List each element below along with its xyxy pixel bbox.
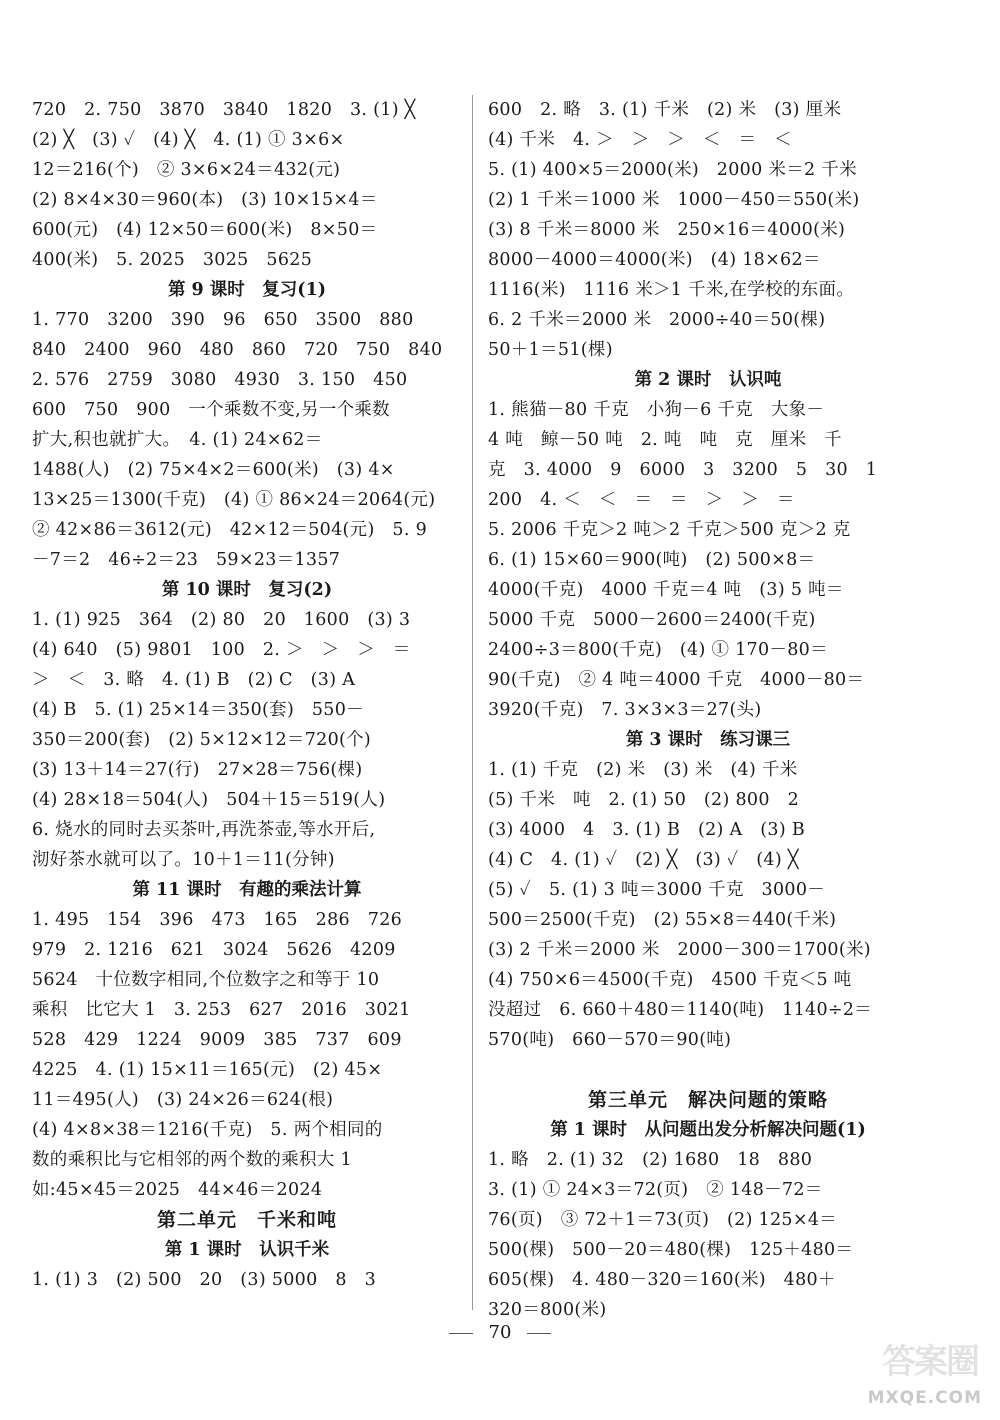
answer-line: 8000－4000＝4000(米) (4) 18×62＝ — [488, 250, 821, 270]
answer-line: 2. 576 2759 3080 4930 3. 150 450 — [32, 370, 408, 390]
answer-line: 3920(千克) 7. 3×3×3＝27(头) — [488, 700, 762, 720]
answer-line: (5) ✓ 5. (1) 3 吨＝3000 千克 3000－ — [488, 880, 826, 900]
answer-line: 6. 2 千米＝2000 米 2000÷40＝50(棵) — [488, 310, 826, 330]
answer-line: 如:45×45＝2025 44×46＝2024 — [32, 1180, 323, 1200]
lesson-heading: 第 3 课时 练习课三 — [625, 730, 791, 750]
footer-dash-right — [527, 1333, 551, 1334]
answer-line: 528 429 1224 9009 385 737 609 — [32, 1030, 402, 1050]
answer-line: 500＝2500(千克) (2) 55×8＝440(千米) — [488, 910, 837, 930]
answer-line: 数的乘积比与它相邻的两个数的乘积大 1 — [32, 1150, 352, 1170]
answer-line: ＞ ＜ 3. 略 4. (1) B (2) C (3) A — [32, 670, 356, 690]
answer-line: 1. 495 154 396 473 165 286 726 — [32, 910, 403, 930]
answer-line: 600 2. 略 3. (1) 千米 (2) 米 (3) 厘米 — [488, 100, 842, 120]
answer-line: 乘积 比它大 1 3. 253 627 2016 3021 — [32, 1000, 411, 1020]
answer-line: (2) 8×4×30＝960(本) (3) 10×15×4＝ — [32, 190, 378, 210]
answer-line: 720 2. 750 3870 3840 1820 3. (1) ╳ — [32, 100, 416, 120]
answer-line: 5. (1) 400×5＝2000(米) 2000 米＝2 千米 — [488, 160, 857, 180]
answer-line: 1. (1) 925 364 (2) 80 20 1600 (3) 3 — [32, 610, 411, 630]
answer-line: 1. 略 2. (1) 32 (2) 1680 18 880 — [488, 1150, 813, 1170]
answer-line: 570(吨) 660－570＝90(吨) — [488, 1030, 732, 1050]
answer-line: 5. 2006 千克＞2 吨＞2 千克＞500 克＞2 克 — [488, 520, 851, 540]
answer-line: 13×25＝1300(千克) (4) ① 86×24＝2064(元) — [32, 490, 436, 510]
lesson-heading: 第 1 课时 从问题出发分析解决问题(1) — [550, 1120, 866, 1140]
answer-line: 605(棵) 4. 480－320＝160(米) 480＋ — [488, 1270, 836, 1290]
watermark-logo — [856, 1330, 986, 1410]
left-column — [32, 95, 462, 1295]
answer-line: 840 2400 960 480 860 720 750 840 — [32, 340, 443, 360]
spacer — [488, 1055, 928, 1085]
lesson-heading: 第 1 课时 认识千米 — [164, 1240, 330, 1260]
answer-line: 350＝200(套) (2) 5×12×12＝720(个) — [32, 730, 372, 750]
answer-line: (5) 千米 吨 2. (1) 50 (2) 800 2 — [488, 790, 800, 810]
answer-line: 克 3. 4000 9 6000 3 3200 5 30 1 — [488, 460, 878, 480]
answer-line: (2) 1 千米＝1000 米 1000－450＝550(米) — [488, 190, 860, 210]
watermark-logo-text: 答案圈 — [882, 1342, 978, 1382]
answer-line: 沏好茶水就可以了。10＋1＝11(分钟) — [32, 850, 335, 870]
answer-line: 600 750 900 一个乘数不变,另一个乘数 — [32, 400, 390, 420]
answer-line: 没超过 6. 660＋480＝1140(吨) 1140÷2＝ — [488, 1000, 873, 1020]
answer-line: (3) 4000 4 3. (1) B (2) A (3) B — [488, 820, 805, 840]
lesson-heading: 第 11 课时 有趣的乘法计算 — [132, 880, 362, 900]
answer-line: ② 42×86＝3612(元) 42×12＝504(元) 5. 9 — [32, 520, 428, 540]
answer-line: 1. (1) 3 (2) 500 20 (3) 5000 8 3 — [32, 1270, 377, 1290]
answer-line: 90(千克) ② 4 吨＝4000 千克 4000－80＝ — [488, 670, 865, 690]
answer-line: 5000 千克 5000－2600＝2400(千克) — [488, 610, 816, 630]
answer-line: (3) 13＋14＝27(行) 27×28＝756(棵) — [32, 760, 363, 780]
answer-line: (4) 640 (5) 9801 100 2. ＞ ＞ ＞ ＝ — [32, 640, 411, 660]
answer-line: 5624 十位数字相同,个位数字之和等于 10 — [32, 970, 380, 990]
page-number: 70 — [488, 1322, 512, 1343]
answer-line: 320＝800(米) — [488, 1300, 607, 1320]
answer-line: 979 2. 1216 621 3024 5626 4209 — [32, 940, 396, 960]
answer-line: (3) 8 千米＝8000 米 250×16＝4000(米) — [488, 220, 846, 240]
answer-line: 4 吨 鲸－50 吨 2. 吨 吨 克 厘米 千 — [488, 430, 842, 450]
watermark-site-text: MXQE.COM — [867, 1388, 982, 1408]
unit-heading: 第三单元 解决问题的策略 — [587, 1089, 828, 1111]
answer-line: 1116(米) 1116 米＞1 千米,在学校的东面。 — [488, 280, 855, 300]
answer-line: 4225 4. (1) 15×11＝165(元) (2) 45× — [32, 1060, 383, 1080]
lesson-heading: 第 10 课时 复习(2) — [161, 580, 333, 600]
answer-line: (2) ╳ (3) ✓ (4) ╳ 4. (1) ① 3×6× — [32, 130, 345, 150]
answer-line: (4) 28×18＝504(人) 504＋15＝519(人) — [32, 790, 386, 810]
lesson-heading: 第 2 课时 认识吨 — [634, 370, 782, 390]
answer-line: 500(棵) 500－20＝480(棵) 125＋480＝ — [488, 1240, 854, 1260]
answer-line: (4) 千米 4. ＞ ＞ ＞ ＜ ＝ ＜ — [488, 130, 792, 150]
answer-line: 扩大,积也就扩大。 4. (1) 24×62＝ — [32, 430, 323, 450]
answer-line: 2400÷3＝800(千克) (4) ① 170－80＝ — [488, 640, 828, 660]
answer-line: －7＝2 46÷2＝23 59×23＝1357 — [32, 550, 341, 570]
answer-line: 1488(人) (2) 75×4×2＝600(米) (3) 4× — [32, 460, 395, 480]
answer-line: 1. 熊猫－80 千克 小狗－6 千克 大象－ — [488, 400, 825, 420]
page-footer — [0, 1318, 1000, 1348]
footer-dash-left — [449, 1333, 473, 1334]
answer-line: 50＋1＝51(棵) — [488, 340, 613, 360]
answer-line: 6. 烧水的同时去买茶叶,再洗茶壶,等水开后, — [32, 820, 376, 840]
right-column — [488, 95, 928, 1325]
column-divider — [472, 95, 473, 1310]
answer-line: (4) B 5. (1) 25×14＝350(套) 550－ — [32, 700, 364, 720]
unit-heading: 第二单元 千米和吨 — [156, 1209, 337, 1231]
answer-line: 600(元) (4) 12×50＝600(米) 8×50＝ — [32, 220, 378, 240]
answer-line: (4) 4×8×38＝1216(千克) 5. 两个相同的 — [32, 1120, 383, 1140]
answer-line: 11＝495(人) (3) 24×26＝624(根) — [32, 1090, 334, 1110]
answer-line: 400(米) 5. 2025 3025 5625 — [32, 250, 313, 270]
answer-line: 76(页) ③ 72＋1＝73(页) (2) 125×4＝ — [488, 1210, 838, 1230]
answer-line: 12＝216(个) ② 3×6×24＝432(元) — [32, 160, 341, 180]
answer-line: 3. (1) ① 24×3＝72(页) ② 148－72＝ — [488, 1180, 823, 1200]
answer-line: (4) 750×6＝4500(千克) 4500 千克＜5 吨 — [488, 970, 852, 990]
answer-line: 4000(千克) 4000 千克＝4 吨 (3) 5 吨＝ — [488, 580, 844, 600]
answer-line: 6. (1) 15×60＝900(吨) (2) 500×8＝ — [488, 550, 816, 570]
answer-line: (4) C 4. (1) ✓ (2) ╳ (3) ✓ (4) ╳ — [488, 850, 799, 870]
lesson-heading: 第 9 课时 复习(1) — [167, 280, 327, 300]
answer-line: 1. 770 3200 390 96 650 3500 880 — [32, 310, 414, 330]
answer-line: (3) 2 千米＝2000 米 2000－300＝1700(米) — [488, 940, 871, 960]
answer-line: 1. (1) 千克 (2) 米 (3) 米 (4) 千米 — [488, 760, 798, 780]
answer-line: 200 4. ＜ ＜ ＝ ＝ ＞ ＞ ＝ — [488, 490, 795, 510]
